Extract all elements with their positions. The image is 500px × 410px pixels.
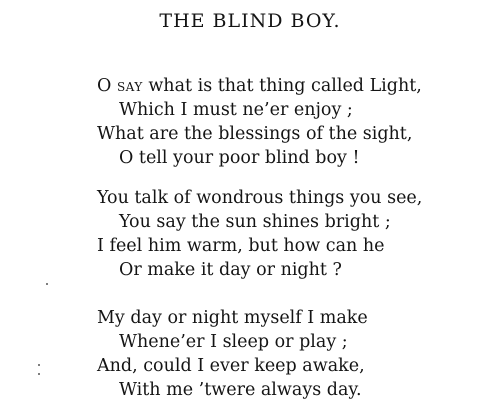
poem-title: THE BLIND BOY. xyxy=(159,10,341,32)
initial-letter: O xyxy=(97,76,112,96)
stanza-3-line-3: And, could I ever keep awake, xyxy=(97,356,365,376)
stanza-3-line-2: Whene’er I sleep or play ; xyxy=(119,332,348,352)
print-speck xyxy=(38,364,40,366)
stanza-1-line-1 xyxy=(97,74,492,98)
stanza-3-line-1: My day or night myself I make xyxy=(97,308,368,328)
print-speck xyxy=(46,283,48,285)
stanza-1-line-4: O tell your poor blind boy ! xyxy=(119,148,360,168)
line-remainder: what is that thing called Light, xyxy=(142,76,422,96)
stanza-1-line-2: Which I must ne’er enjoy ; xyxy=(119,100,353,120)
stanza-1-line-3: What are the blessings of the sight, xyxy=(97,124,413,144)
print-speck xyxy=(38,373,40,375)
stanza-2-line-3: I feel him warm, but how can he xyxy=(97,236,385,256)
stanza-1 xyxy=(97,74,492,170)
small-caps-word: say xyxy=(116,76,143,96)
stanza-2 xyxy=(97,186,492,282)
stanza-2-line-1: You talk of wondrous things you see, xyxy=(97,188,423,208)
stanza-3 xyxy=(97,306,492,402)
stanza-2-line-4: Or make it day or night ? xyxy=(119,260,342,280)
stanza-2-line-2: You say the sun shines bright ; xyxy=(119,212,391,232)
stanza-3-line-4: With me ’twere always day. xyxy=(119,380,362,400)
